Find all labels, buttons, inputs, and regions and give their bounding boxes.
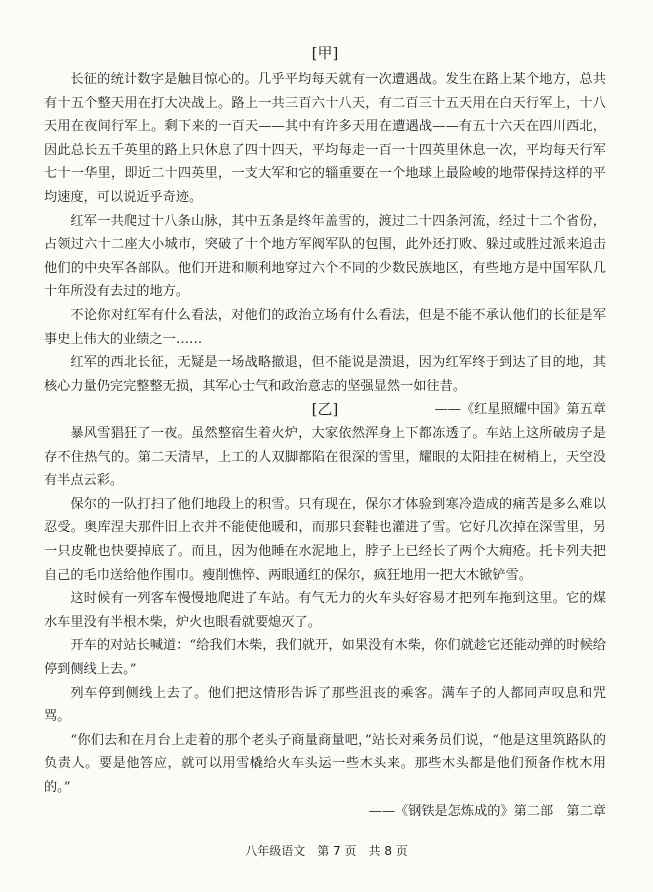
page-footer: 八年级语文 第 7 页 共 8 页 [245,844,408,858]
passage-b-paragraph-5: 列车停到侧线上去了。他们把这情形告诉了那些沮丧的乘客。满车子的人都同声叹息和咒骂。 [44,685,606,725]
passage-a-paragraph-3: 不论你对红军有什么看法，对他们的政治立场有什么看法，但是不能不承认他们的长征是军事史上伟大的业绩之一…… [44,307,606,347]
passage-b-paragraph-4: 开车的对站长喊道：“给我们木柴，我们就开，如果没有木柴，你们就趁它还能动弹的时候给停到侧线上去。” [44,638,606,677]
passage-a-source: ——《红星照耀中国》第五章 [434,402,606,418]
passage-b-title: [乙] [311,400,339,418]
passage-b-paragraph-1: 暴风雪猖狂了一夜。虽然整宿生着火炉，大家依然浑身上下都冻透了。车站上这所破房子是存不住热气的。第二天清早，上工的人双脚都陷在很深的雪里，耀眼的太阳挂在树梢上，天空没有半点云彩。 [44,426,606,489]
passage-a-paragraph-1: 长征的统计数字是触目惊心的。几乎平均每天就有一次遭遇战。发生在路上某个地方，总共有十五个整天用在打大决战上。路上一共三百六十八天，有二百三十五天用在白天行军上，十八天用在夜间行军上。剩下来的一百天——其中有许多天用在遭遇战——有五十六天在四川西北，因此总长五千英里的路上只休息了四十四天，平均每走一百一十四英里休息一次，平均每天行军七十一华里，即近二十四英里，一支大军和它的辎重要在一个地球上最险峻的地带保持这样的平均速度，可以说近乎奇迹。 [44,72,606,205]
passage-b [44,398,606,823]
passage-a [44,42,606,422]
passage-a-paragraph-2: 红军一共爬过十八条山脉，其中五条是终年盖雪的，渡过二十四条河流，经过十二个省份，占领过六十二座大小城市，突破了十个地方军阀军队的包围，此外还打败、躲过或胜过派来追击他们的中央军各部队。他们开进和顺利地穿过六个不同的少数民族地区，有些地方是中国军队几十年所没有去过的地方。 [44,213,606,300]
passage-a-paragraph-4: 红军的西北长征，无疑是一场战略撤退，但不能说是溃退，因为红军终于到达了目的地，其核心力量仍完完整整无损，其军心士气和政治意志的坚强显然一如往昔。 [44,355,606,394]
passage-a-title: [甲] [311,44,339,62]
passage-b-source: ——《钢铁是怎炼成的》第二部 第二章 [368,803,606,819]
passage-b-paragraph-3: 这时候有一列客车慢慢地爬进了车站。有气无力的火车头好容易才把列车拖到这里。它的煤水车里没有半根木柴，炉火也眼看就要熄灭了。 [44,591,606,630]
passage-b-paragraph-2: 保尔的一队打扫了他们地段上的积雪。只有现在，保尔才体验到寒冷造成的痛苦是多么难以忍受。奥库涅夫那件旧上衣并不能使他暖和，而那只套鞋也灌进了雪。它好几次掉在深雪里，另一只皮靴也快要掉底了。而且，因为他睡在水泥地上，脖子上已经长了两个大痈疮。托卡列夫把自己的毛巾送给他作围巾。瘦削憔悴、两眼通红的保尔，疯狂地用一把大木锨铲雪。 [44,496,606,583]
passage-b-paragraph-6: “你们去和在月台上走着的那个老头子商量商量吧，”站长对乘务员们说，“他是这里筑路队的负责人。要是他答应，就可以用雪橇给火车头运一些木头来。那些木头都是他们预备作枕木用的。” [44,732,606,795]
